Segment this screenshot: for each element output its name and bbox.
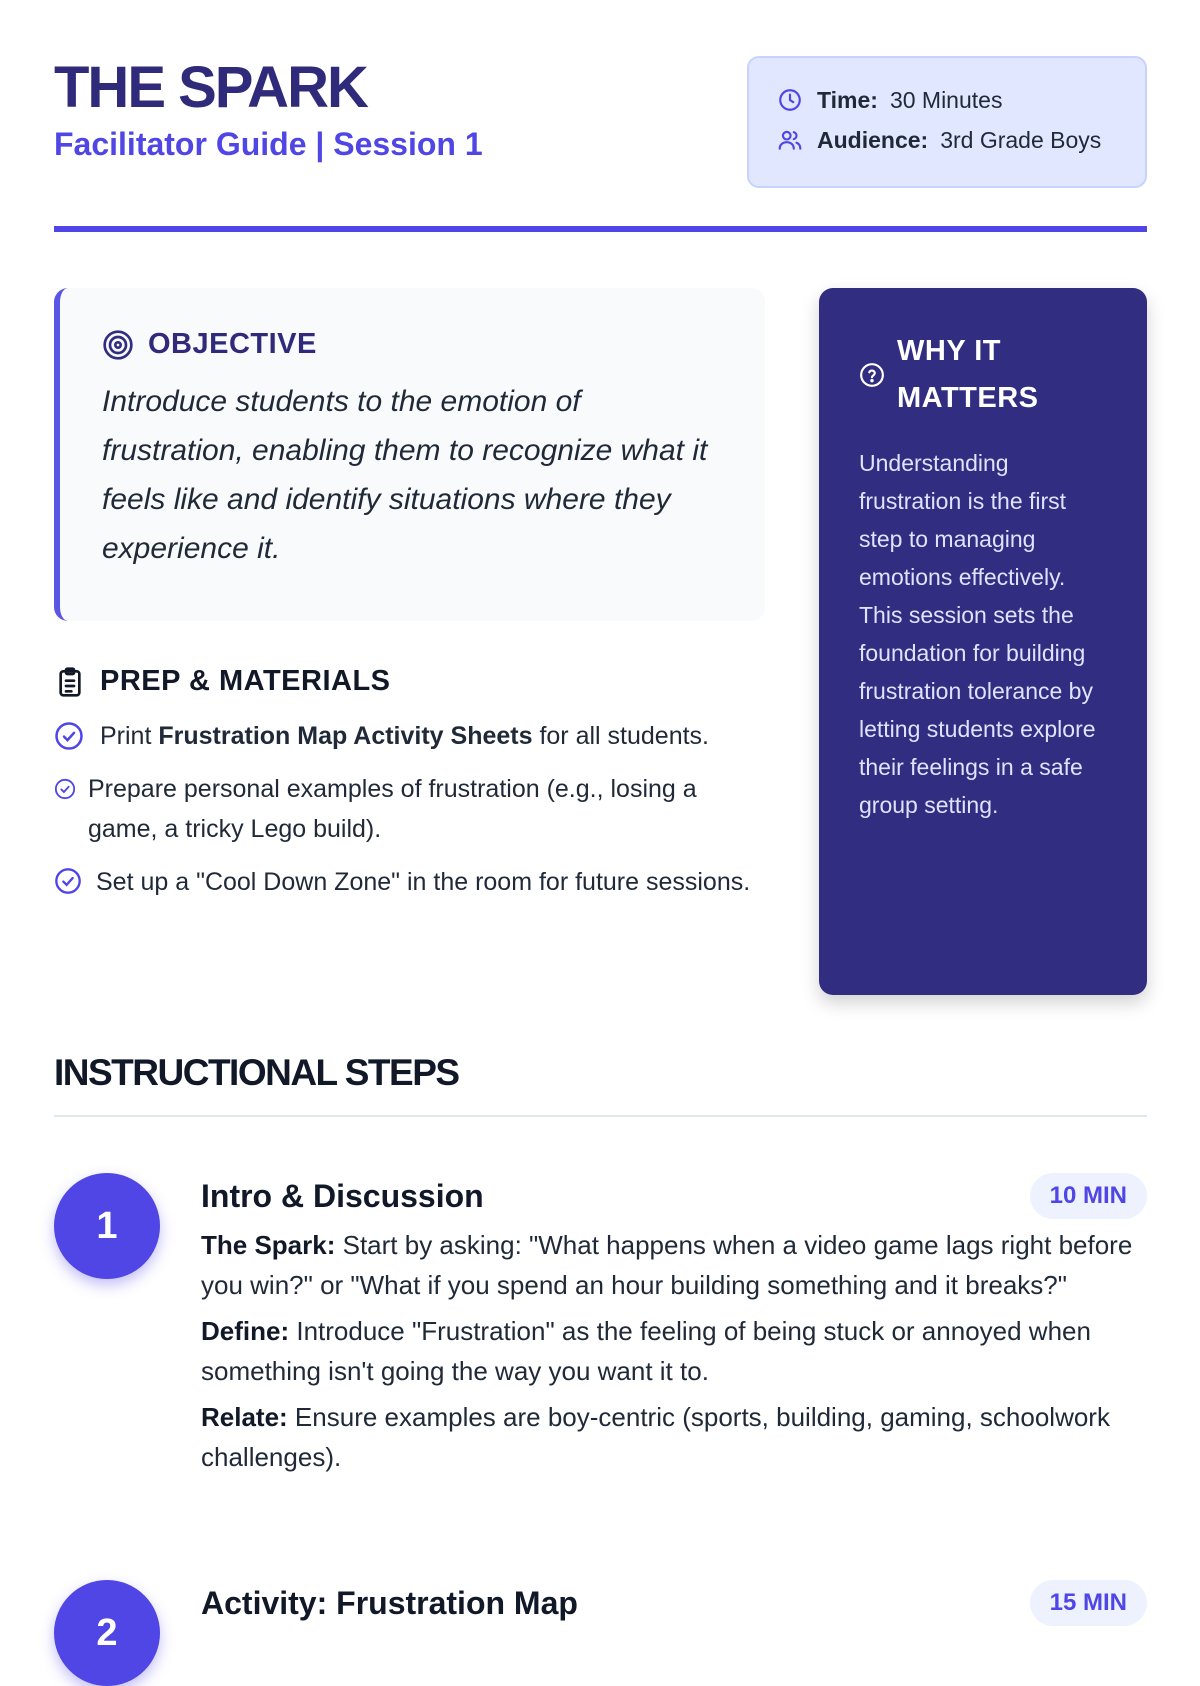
audience-value: 3rd Grade Boys [940, 127, 1102, 153]
instructional-steps-title: INSTRUCTIONAL STEPS [54, 1052, 459, 1093]
step-paragraph-define [201, 1311, 1147, 1391]
step-duration-badge: 10 MIN [1030, 1173, 1147, 1219]
meta-audience [777, 126, 1117, 154]
time-label: Time: [817, 87, 878, 113]
why-it-matters-card [819, 288, 1147, 995]
check-circle-icon [54, 778, 76, 800]
relate-text: Ensure examples are boy-centric (sports, building, gaming, schoolwork challenges). [201, 1402, 1110, 1472]
spark-text: Start by asking: "What happens when a video game lags right before you win?" or "What if you spend an hour building something and it breaks?" [201, 1230, 1133, 1300]
check-circle-icon [54, 721, 84, 751]
help-circle-icon [859, 362, 885, 388]
prep-item-1-post: for all students. [532, 722, 709, 750]
why-heading-line2: MATTERS [897, 382, 1039, 414]
audience-label: Audience: [817, 127, 929, 153]
spark-label: The Spark: [201, 1230, 336, 1260]
prep-item-1-pre: Print [100, 722, 159, 750]
step-paragraph-relate [201, 1397, 1147, 1477]
prep-heading [54, 665, 765, 698]
objective-heading-text: OBJECTIVE [148, 328, 317, 360]
step-duration-badge: 15 MIN [1030, 1580, 1147, 1626]
steps-divider [54, 1115, 1147, 1117]
objective-heading [102, 328, 725, 361]
clipboard-icon [54, 666, 86, 698]
step-paragraph-spark [201, 1225, 1147, 1305]
users-icon [777, 127, 803, 153]
prep-item-2-text: Prepare personal examples of frustration (e.g., losing a game, a tricky Lego build). [88, 775, 697, 843]
list-item [54, 716, 765, 756]
prep-heading-text: PREP & MATERIALS [100, 665, 391, 697]
step-title: Activity: Frustration Map [201, 1585, 578, 1621]
define-text: Introduce "Frustration" as the feeling of being stuck or annoyed when something isn't going the way you want it to. [201, 1316, 1091, 1386]
header-divider [54, 226, 1147, 232]
header [54, 56, 1147, 186]
step-body [201, 1580, 1147, 1626]
prep-item-1-text [100, 716, 709, 756]
session-meta-box [747, 56, 1147, 188]
meta-time [777, 86, 1117, 114]
step-1 [54, 1173, 1147, 1543]
step-2 [54, 1580, 1147, 1654]
why-text: Understanding frustration is the first step to managing emotions effectively. This session sets the foundation for building frustration tolerance by letting students explore their feelings in a safe group setting. [859, 450, 1096, 818]
check-circle-icon [54, 867, 82, 895]
why-heading-line1: WHY IT [897, 335, 1001, 367]
list-item [54, 862, 765, 902]
relate-label: Relate: [201, 1402, 288, 1432]
list-item [54, 769, 765, 849]
clock-icon [777, 87, 803, 113]
define-label: Define: [201, 1316, 290, 1346]
page-title: THE SPARK [54, 55, 367, 120]
step-title: Intro & Discussion [201, 1178, 484, 1214]
prep-materials-section [54, 665, 765, 915]
step-number: 2 [54, 1580, 160, 1686]
objective-card [54, 288, 765, 621]
prep-list [54, 716, 765, 902]
prep-item-1-bold: Frustration Map Activity Sheets [158, 722, 533, 750]
why-heading [859, 328, 1107, 422]
objective-text: Introduce students to the emotion of frustration, enabling them to recognize what it feels like and identify situations where they experience it. [102, 385, 708, 565]
time-value: 30 Minutes [889, 87, 1003, 113]
target-icon [102, 329, 134, 361]
page-subtitle: Facilitator Guide | Session 1 [54, 126, 483, 162]
step-body [201, 1173, 1147, 1477]
step-number: 1 [54, 1173, 160, 1279]
prep-item-3-text: Set up a "Cool Down Zone" in the room for future sessions. [96, 868, 751, 896]
